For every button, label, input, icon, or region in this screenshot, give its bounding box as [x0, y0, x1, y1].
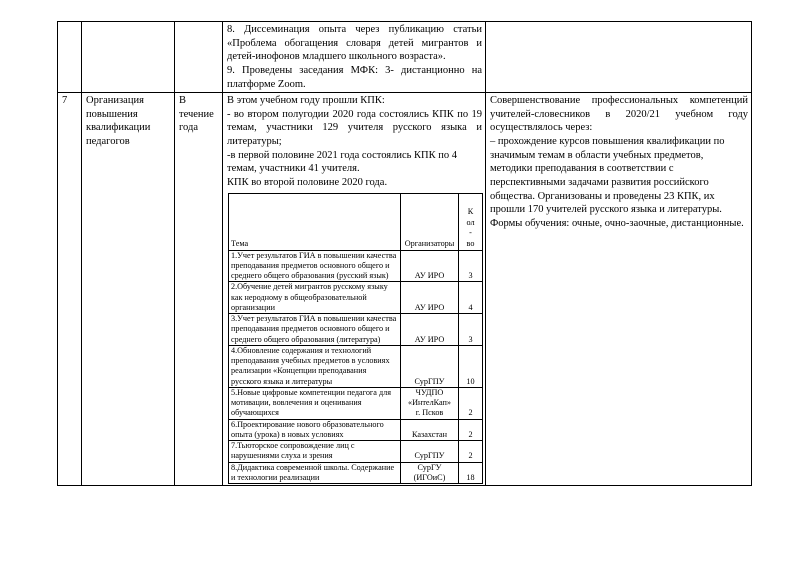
organizer-line: СурГПУ [414, 451, 445, 461]
course-organizers [401, 441, 459, 463]
course-theme: 1.Учет результатов ГИА в повышении качества преподавания предметов основного общего и среднего общего образования (русский язык) [229, 250, 401, 282]
row-number-cell: 7 [58, 93, 82, 486]
count-header-part: во [466, 239, 475, 249]
course-count: 18 [459, 462, 483, 484]
course-organizers [401, 419, 459, 441]
organizer-line: АУ ИРО [414, 302, 445, 312]
column-header-organizers: Организаторы [401, 193, 459, 250]
courses-table-row [229, 314, 483, 346]
count-header-part: ол [466, 217, 475, 227]
organizer-line: г. Псков [415, 408, 444, 418]
column-header-theme: Тема [229, 193, 401, 250]
main-report-table [57, 21, 752, 486]
course-count: 3 [459, 250, 483, 282]
row-body-cell [223, 22, 486, 93]
courses-table-row [229, 345, 483, 387]
table-row-continuation [58, 22, 752, 93]
course-theme: 4.Обновление содержания и технологий преподавания учебных предметов в условиях реализации «Концепции преподавания русского языка и литературы [229, 345, 401, 387]
course-theme: 3.Учет результатов ГИА в повышении качества преподавания предметов основного общего и среднего общего образования (литература) [229, 314, 401, 346]
course-count: 2 [459, 441, 483, 463]
course-organizers [401, 250, 459, 282]
course-count: 2 [459, 419, 483, 441]
course-theme: 7.Тьюторское сопровождение лиц с нарушениями слуха и зрения [229, 441, 401, 463]
organizer-line: (ИГОиС) [413, 472, 446, 482]
row-term-cell: В течение года [175, 93, 223, 486]
result-paragraph: – прохождение курсов повышения квалификации по значимым темам в области учебных предметов, методики преподавания в соответствии с перспективными задачами развития российского общества. Организованы и проведены 23 КПК, их прошли 170 учителей русского языка и литературы. Формы обучения: очные, очно-заочные, дистанционные. [490, 136, 744, 229]
table-row-7 [58, 93, 752, 486]
course-organizers [401, 282, 459, 314]
result-paragraph: Совершенствование профессиональных компетенций учителей-словесников в 2020/21 учебном году осуществлялось через: [490, 95, 748, 134]
body-intro-line: КПК во второй половине 2020 года. [227, 177, 388, 189]
course-theme: 5.Новые цифровые компетенции педагога для мотивации, вовлечения и оценивания обучающихся [229, 387, 401, 419]
body-line: 8. Диссеминация опыта через публикацию статьи «Проблема обогащения словаря детей мигрантов и детей-инофонов младшего школьного возраста». [227, 24, 482, 63]
courses-table [228, 193, 483, 485]
organizer-line: Казахстан [411, 429, 448, 439]
body-line: 9. Проведены заседания МФК: 3- дистанционно на платформе Zoom. [227, 64, 482, 90]
courses-table-row [229, 250, 483, 282]
count-header-part: - [469, 228, 472, 238]
courses-table-row [229, 441, 483, 463]
organizer-line: СурГУ [417, 462, 442, 472]
organizer-line: АУ ИРО [414, 271, 445, 281]
course-organizers [401, 387, 459, 419]
body-intro-line: В этом учебном году прошли КПК: [227, 95, 385, 107]
course-count: 4 [459, 282, 483, 314]
row-body-cell [223, 93, 486, 486]
course-count: 3 [459, 314, 483, 346]
column-header-count [459, 193, 483, 250]
organizer-line: АУ ИРО [414, 334, 445, 344]
organizer-line: «ИнтелКап» [407, 398, 452, 408]
courses-table-row [229, 387, 483, 419]
course-organizers [401, 345, 459, 387]
courses-table-row [229, 282, 483, 314]
course-organizers [401, 462, 459, 484]
organizer-line: ЧУДПО [415, 387, 444, 397]
course-count: 2 [459, 387, 483, 419]
row-activity-cell: Организация повышения квалификации педагогов [82, 93, 175, 486]
course-theme: 6.Проектирование нового образовательного опыта (урока) в новых условиях [229, 419, 401, 441]
courses-table-header-row [229, 193, 483, 250]
courses-table-row [229, 419, 483, 441]
course-count: 10 [459, 345, 483, 387]
count-header-part: К [467, 207, 474, 217]
body-intro-line: -в первой половине 2021 года состоялись КПК по 4 темам, участники 41 учителя. [227, 149, 457, 175]
organizer-line: СурГПУ [414, 376, 445, 386]
row-number-cell [58, 22, 82, 93]
row-result-cell [486, 93, 752, 486]
courses-table-row [229, 462, 483, 484]
course-theme: 2.Обучение детей мигрантов русскому языку как неродному в общеобразовательной организации [229, 282, 401, 314]
row-term-cell [175, 22, 223, 93]
row-result-cell [486, 22, 752, 93]
course-theme: 8.Дидактика современной школы. Содержание и технологии реализации [229, 462, 401, 484]
body-intro-line: - во втором полугодии 2020 года состоялись КПК по 19 темам, участники 129 учителя русского языка и литературы; [227, 108, 482, 148]
course-organizers [401, 314, 459, 346]
row-activity-cell [82, 22, 175, 93]
